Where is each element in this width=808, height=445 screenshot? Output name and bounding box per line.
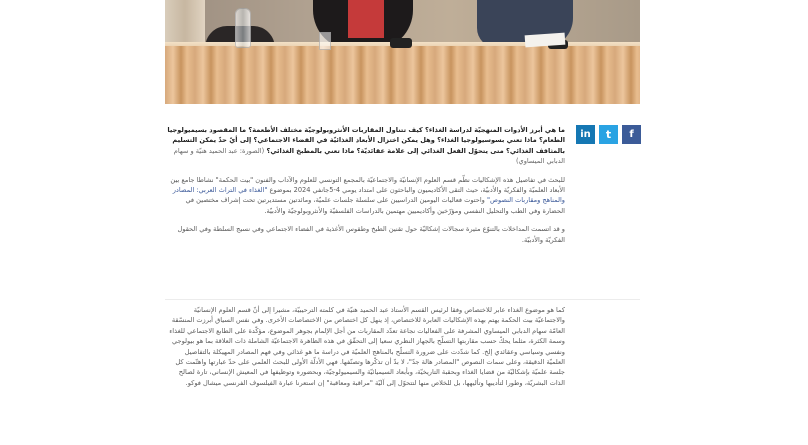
hero-microphone [390,38,412,48]
linkedin-share-button[interactable] [576,125,595,144]
hero-photo [165,0,640,104]
photo-caption: (الصورة: عبد الحميد هنيّة و سهام الدبابي الميساوي) [173,146,565,166]
article-paragraph: للبحث في تفاصيل هذه الإشكاليات نظّم قسم العلوم الإنسانيّة والاجتماعيّة بالمجمع التونسي للعلوم والآداب والفنون "بيت الحكمة" نشاطا جامع بين الأبعاد العلميّة والفكريّة والأدبيّة، حيث التقى الأكاديميون والباحثون على امتداد يومي 4-5جانفي 2024 بموضوع "الغذاء في التراث العربي: المصادر والمناهج ومقاربات النصوص" واحتوت فعاليات اليومين الدراسيين على سلسلة جلسات علميّة، ومائدتين مستديرتين تحت إشراف مختصين في الحضارة وفي الطب والتحليل النفسي ومؤرّخين وأكاديميين مهتمين بالدراسات الفلسفيّة والأنثروبولوجيّة والأدبيّة. [170,175,565,215]
lead-questions: ما هي أبرز الأدوات المنهجيّة لدراسة الغذاء؟ كيف تتناول المقاربات الأنثروبولوجيّة مختلف الأطعمة؟ ما المقصود بسيميولوجيا الطعام؟ ماذا تعني بسوسيولوجيا الغذاء؟ وهل يمكن اختزال الأبعاد الغذائيّة في الفضاء الاجتماعي؟ إلى أيّ حدّ يمكن التسليم بالمثاقف الغذائي؟ متى يتحوّل الفعل الغذائي إلى علامة عقائديّة؟ ماذا تعني بالمطبخ الغذائي؟ [167,126,565,155]
lead-paragraph [165,125,565,167]
event-title: "الغذاء في التراث العربي: المصادر والمناهج ومقاربات النصوص" [172,186,565,205]
hero-tablecloth [165,46,640,104]
twitter-share-button[interactable] [599,125,618,144]
section-divider [165,299,640,300]
article-paragraph: و قد اتسمت المداخلات بالتنوّع مثيرة سجالات إشكاليّة حول تقنين الطبخ وطقوس الأغذية في الفضاء الاجتماعي وفي نسيج السلطة وفي الحقول الفكريّة والأدبيّة. [177,225,565,244]
article-body [165,125,565,253]
article-body-continued [165,305,565,396]
facebook-icon: f [629,129,634,140]
linkedin-icon: in [580,129,591,140]
hero-bottle [235,8,251,48]
twitter-icon: t [605,128,612,141]
hero-glass [319,32,331,50]
facebook-share-button[interactable] [622,125,641,144]
article-paragraph: كما هو موضوع الغذاء عابر للاختصاص وفقا لرئيس القسم الأستاذ عبد الحميد هنيّة في كلمته الترحيبيّة، مشيرا إلى أنّ قسم العلوم الإنسانيّة والاجتماعيّة بيت الحكمة يهتم بهذه الإشكاليات العابرة للاختصاص، إذ ينهل كل اختصاص من الاختصاصات الأخرى. وفي نفس السياق أبرزت المنسّقة العامّة سهام الدبابي الميساوي المشرفة على الفعاليات نجاعة تعدّد المقاربات من أجل الإلمام بجوهر الموضوع، مؤكّدة على الطابع الاجتماعي للغذاء وسمة الكثرة، مثلما يحكّ حسب مقاربتها التسلّح بالجهاز النظري سعيا إلى التحقّق في هذه الظاهرة الاجتماعيّة الشاملة ذات العلاقة بما هو بيولوجي ونفسي وسياسي وعقائدي إلخ. كما شدّدت على ضرورة التسلّح بالمناهج العلميّة في دراسة ما هو غذائي وفي فهم المصادر المهيكلة بالتفاصيل العلميّة الدقيقة، وعلى سمات النصوص "المصادر هالة جدّ"، لا بدّ أن تذكّرها وتصنّفها. فهي الأدلّة الأولى للبحث العلمي على حدّ عبارتها واهتّمت كل جلسة علميّة بإشكاليّة من قضايا الغذاء وبحقبة التاريخيّة، وبأبعاد السيميائيّة والسيميولوجيّة، وبحضوره وتوظيفها في المعيش الإنساني، تارة لصالح الذات البشريّة، وطورا لتأديبها وتأليهها، بل للخلاص منها لتتحوّل إلى آليّة "مراقبة ومعاقبة" إن استعرنا عبارة الفيلسوف الفرنسي ميشال فوكو. [169,306,565,387]
